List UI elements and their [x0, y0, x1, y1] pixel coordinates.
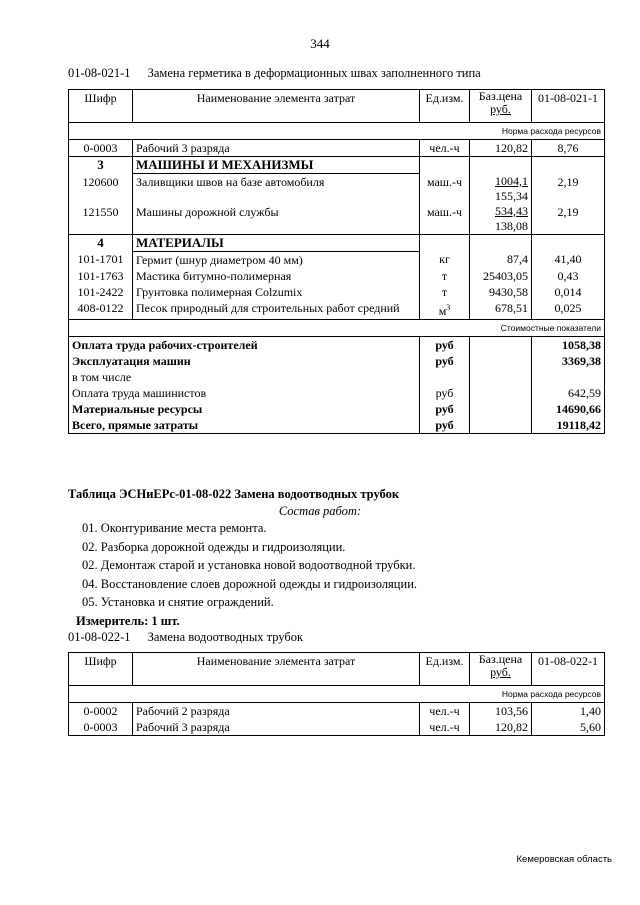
footer-region: Кемеровская область [516, 854, 612, 865]
section-row-machines: 3 МАШИНЫ И МЕХАНИЗМЫ [69, 157, 605, 174]
header-unit: Ед.изм. [420, 653, 470, 686]
table1-caption [68, 66, 481, 81]
summary-row: в том числе [69, 369, 605, 385]
norma-row [69, 686, 605, 703]
table1-title: Замена герметика в деформационных швах заполненного типа [147, 66, 481, 80]
summary-row: Материальные ресурсы руб 14690,66 [69, 401, 605, 417]
norma-label: Норма расхода ресурсов [69, 686, 605, 703]
table-row: 121550 Машины дорожной службы маш.-ч 534,43 138,08 2,19 [69, 204, 605, 235]
table-row: 0-0002 Рабочий 2 разряда чел.-ч 103,56 1,40 [69, 703, 605, 720]
table-row: 101-1701 Гермит (шнур диаметром 40 мм) кг 87,4 41,40 [69, 251, 605, 268]
summary-row: Оплата труда рабочих-строителей руб 1058,38 [69, 336, 605, 353]
table-row: 408-0122 Песок природный для строительных работ средний $м^3$ 678,51 0,025 [69, 300, 605, 320]
stoimost-row [69, 319, 605, 336]
table1-code: 01-08-021-1 [68, 66, 131, 80]
table2-title: Замена водоотводных трубок [147, 630, 304, 644]
header-norm-code: 01-08-022-1 [532, 653, 605, 686]
norma-row [69, 123, 605, 140]
norma-label: Норма расхода ресурсов [69, 123, 605, 140]
header-price: Баз.цена руб. [470, 653, 532, 686]
work-item: 01. Оконтуривание места ремонта. [82, 521, 267, 535]
work-item: 05. Установка и снятие ограждений. [82, 595, 274, 609]
work-item: 02. Демонтаж старой и установка новой водоотводной трубки. [82, 558, 416, 572]
header-name: Наименование элемента затрат [133, 90, 420, 123]
header-price: Баз.цена руб. [470, 90, 532, 123]
header-shifr: Шифр [69, 653, 133, 686]
section-row-materials: 4 МАТЕРИАЛЫ [69, 234, 605, 251]
stoimost-label: Стоимостные показатели [69, 319, 605, 336]
table2-code: 01-08-022-1 [68, 630, 131, 644]
resource-table-2 [68, 652, 605, 736]
table2-heading: Таблица ЭСНиЕРс-01-08-022 Замена водоотводных трубок [68, 487, 400, 501]
table-row: 101-1763 Мастика битумно-полимерная т 25403,05 0,43 [69, 268, 605, 284]
izmeritel: Измеритель: 1 шт. [76, 614, 180, 628]
header-unit: Ед.изм. [420, 90, 470, 123]
resource-table-1 [68, 89, 605, 434]
header-norm-code: 01-08-021-1 [532, 90, 605, 123]
table-header-row [69, 653, 605, 686]
table-row: 120600 Заливщики швов на базе автомобиля маш.-ч 1004,1 155,34 2,19 [69, 174, 605, 204]
summary-row: Оплата труда машинистов руб 642,59 [69, 385, 605, 401]
sostav-label: Состав работ: [278, 504, 362, 518]
table-row: 0-0003 Рабочий 3 разряда чел.-ч 120,82 5,60 [69, 719, 605, 736]
page-number: 344 [310, 36, 330, 51]
table2-caption [68, 630, 303, 645]
summary-row: Эксплуатация машин руб 3369,38 [69, 353, 605, 369]
table-header-row [69, 90, 605, 123]
summary-row: Всего, прямые затраты руб 19118,42 [69, 417, 605, 434]
work-item: 04. Восстановление слоев дорожной одежды и гидроизоляции. [82, 577, 418, 591]
header-shifr: Шифр [69, 90, 133, 123]
header-name: Наименование элемента затрат [133, 653, 420, 686]
table-row: 0-0003 Рабочий 3 разряда чел.-ч 120,82 8,76 [69, 140, 605, 157]
table-row: 101-2422 Грунтовка полимерная Colzumix т 9430,58 0,014 [69, 284, 605, 300]
work-item: 02. Разборка дорожной одежды и гидроизоляции. [82, 540, 346, 554]
